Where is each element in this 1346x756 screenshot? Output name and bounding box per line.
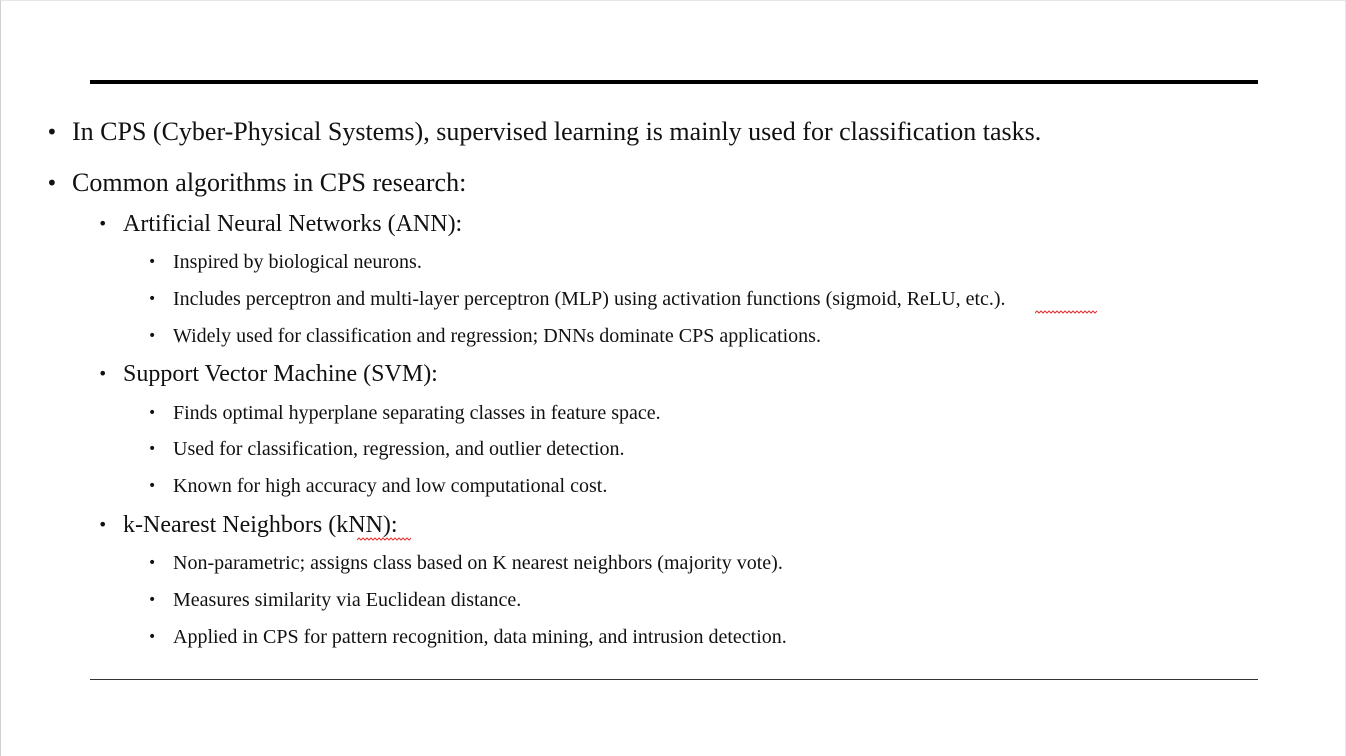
- bullet-text: Support Vector Machine (SVM):: [123, 361, 438, 387]
- bullet-dot-icon: •: [148, 629, 157, 645]
- bullet-dot-icon: •: [148, 254, 157, 270]
- top-divider: [90, 80, 1258, 84]
- bullet-text: Artificial Neural Networks (ANN):: [123, 211, 463, 237]
- bullet-dot-icon: •: [148, 328, 157, 344]
- bullet-text: Known for high accuracy and low computational cost.: [173, 475, 608, 497]
- bullet-dot-icon: •: [98, 364, 108, 383]
- bullet-dot-icon: •: [148, 441, 157, 457]
- bullet-text: Applied in CPS for pattern recognition, data mining, and intrusion detection.: [173, 626, 787, 648]
- bullet-knn-applied: [148, 626, 787, 648]
- bullet-knn-similarity: [148, 589, 522, 611]
- bullet-ann-widely-used: [148, 325, 821, 347]
- bullet-ann-mlp: [148, 288, 1006, 310]
- bullet-dot-icon: •: [148, 405, 157, 421]
- bullet-text: Finds optimal hyperplane separating classes in feature space.: [173, 402, 661, 424]
- bullet-knn: [98, 512, 398, 538]
- bullet-dot-icon: •: [98, 515, 108, 534]
- bullet-dot-icon: •: [148, 478, 157, 494]
- bullet-ann: [98, 211, 463, 237]
- bottom-divider: [90, 679, 1258, 680]
- bullet-text: Includes perceptron and multi-layer perceptron (MLP) using activation functions (sigmoid, ReLU, etc.).: [173, 288, 1006, 310]
- bullet-text: Used for classification, regression, and outlier detection.: [173, 438, 625, 460]
- bullet-cps-supervised: [46, 117, 1042, 146]
- bullet-text: In CPS (Cyber-Physical Systems), supervised learning is mainly used for classification tasks.: [72, 117, 1042, 146]
- bullet-svm-accuracy: [148, 475, 608, 497]
- bullet-ann-inspired: [148, 251, 422, 273]
- bullet-text: Common algorithms in CPS research:: [72, 168, 467, 197]
- squiggle-path: [1035, 311, 1097, 313]
- bullet-svm-used-for: [148, 438, 625, 460]
- bullet-text: Non-parametric; assigns class based on K nearest neighbors (majority vote).: [173, 552, 783, 574]
- bullet-dot-icon: •: [148, 291, 157, 307]
- bullet-dot-icon: •: [148, 555, 157, 571]
- bullet-text: k-Nearest Neighbors (kNN):: [123, 512, 398, 538]
- bullet-knn-nonparametric: [148, 552, 783, 574]
- spellcheck-squiggle-knn: [357, 537, 411, 541]
- bullet-dot-icon: •: [98, 214, 108, 233]
- bullet-svm: [98, 361, 438, 387]
- bullet-text: Widely used for classification and regression; DNNs dominate CPS applications.: [173, 325, 821, 347]
- squiggle-path: [357, 538, 411, 540]
- bullet-common-algorithms: [46, 168, 467, 197]
- bullet-dot-icon: •: [148, 592, 157, 608]
- bullet-dot-icon: •: [46, 120, 58, 144]
- spellcheck-squiggle-relu: [1035, 310, 1097, 314]
- bullet-svm-hyperplane: [148, 402, 661, 424]
- bullet-text: Inspired by biological neurons.: [173, 251, 422, 273]
- bullet-text: Measures similarity via Euclidean distance.: [173, 589, 522, 611]
- bullet-dot-icon: •: [46, 171, 58, 195]
